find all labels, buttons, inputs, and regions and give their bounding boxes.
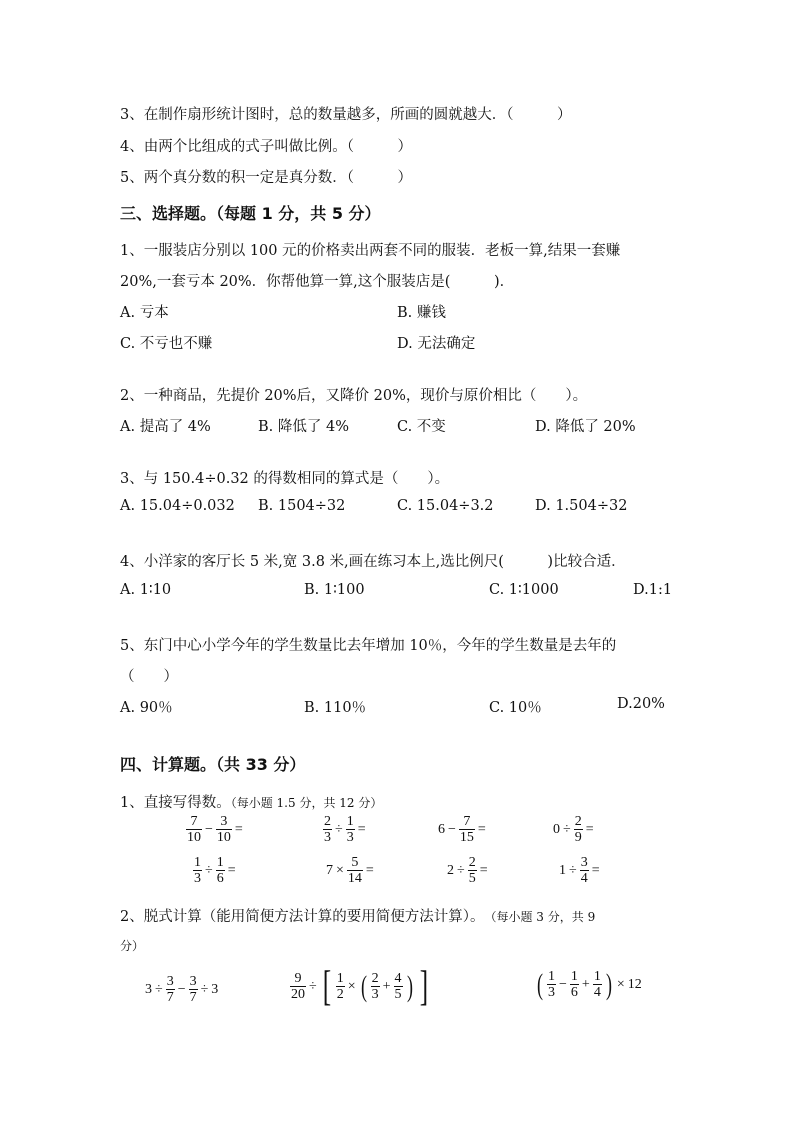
fraction: $\frac{2}{5}$ bbox=[468, 855, 476, 886]
choice-q2-d: D. 降低了 20% bbox=[535, 419, 636, 435]
expr-1: $\frac{7}{10}$ − $\frac{3}{10}$ = bbox=[187, 814, 243, 845]
fraction: $\frac{3}{10}$ bbox=[216, 814, 231, 845]
left-paren: ( bbox=[537, 968, 543, 1001]
left-bracket: [ bbox=[322, 964, 331, 1010]
choice-q3-d: D. 1.504÷32 bbox=[535, 498, 628, 514]
choice-q5-d: D.20% bbox=[617, 696, 665, 712]
fraction: $\frac{1}{6}$ bbox=[216, 855, 224, 886]
expr-6: 7 × $\frac{5}{14}$ = bbox=[326, 855, 374, 886]
calc-p1-label-text: 1、直接写得数。 bbox=[120, 795, 231, 811]
fraction: $\frac{7}{15}$ bbox=[459, 814, 474, 845]
calc-heading: 四、计算题。（共 33 分） bbox=[120, 755, 306, 774]
fraction: $\frac{3}{7}$ bbox=[166, 974, 174, 1005]
fraction: $\frac{1}{4}$ bbox=[593, 969, 601, 1000]
fraction: $\frac{1}{3}$ bbox=[194, 855, 201, 886]
judge-q3: 3、在制作扇形统计图时，总的数量越多，所画的圆就越大．（ ） bbox=[120, 107, 572, 123]
expr-11: ( $\frac{1}{3}$ − $\frac{1}{6}$ + $\frac{1}{4}$ ) × 12 bbox=[537, 968, 642, 1001]
choice-q2: 2、一种商品，先提价 20%后，又降价 20%，现价与原价相比（ ）。 bbox=[120, 388, 588, 404]
expr-4: 0 ÷ $\frac{2}{9}$ = bbox=[553, 814, 594, 845]
choice-q5-b: B. 110％ bbox=[304, 700, 367, 716]
choice-q1-line2: 20%,一套亏本 20%．你帮他算一算,这个服装店是( )． bbox=[120, 274, 515, 290]
left-paren: ( bbox=[360, 970, 367, 1003]
expr-3: 6 − $\frac{7}{15}$ = bbox=[438, 814, 486, 845]
judge-q5: 5、两个真分数的积一定是真分数．（ ） bbox=[120, 170, 412, 186]
choice-q5-line1: 5、东门中心小学今年的学生数量比去年增加 10％，今年的学生数量是去年的 bbox=[120, 638, 617, 654]
calc-p2-note: （每小题 3 分，共 9 bbox=[490, 910, 596, 924]
choice-q1-a: A. 亏本 bbox=[120, 305, 169, 321]
choice-q1-b: B. 赚钱 bbox=[397, 305, 446, 321]
fraction: $\frac{1}{3}$ bbox=[346, 814, 354, 845]
choice-q2-b: B. 降低了 4% bbox=[258, 419, 349, 435]
choice-q5-c: C. 10％ bbox=[489, 700, 542, 716]
choice-q5-a: A. 90％ bbox=[120, 700, 173, 716]
calc-p2-label-text: 2、脱式计算（能用简便方法计算的要用简便方法计算）。 bbox=[120, 909, 485, 925]
fraction: $\frac{2}{3}$ bbox=[371, 971, 379, 1002]
expr-5: $\frac{1}{3}$ ÷ $\frac{1}{6}$ = bbox=[194, 855, 236, 886]
fraction: $\frac{3}{7}$ bbox=[189, 974, 197, 1005]
expr-10: $\frac{9}{20}$ ÷ [ $\frac{1}{2}$ × ( $\frac{2}{3}$ + $\frac{4}{5}$ ) ] bbox=[291, 964, 428, 1010]
right-paren: ) bbox=[406, 970, 413, 1003]
expr-8: 1 ÷ $\frac{3}{4}$ = bbox=[559, 855, 600, 886]
right-bracket: ] bbox=[419, 964, 428, 1010]
calc-p2-note2: 分） bbox=[120, 939, 145, 953]
fraction: $\frac{1}{6}$ bbox=[570, 969, 578, 1000]
choice-q4-b: B. 1∶100 bbox=[304, 582, 365, 598]
fraction: $\frac{3}{4}$ bbox=[580, 855, 588, 886]
fraction: $\frac{1}{3}$ bbox=[548, 969, 555, 1000]
choice-q4: 4、小洋家的客厅长 5 米,宽 3.8 米,画在练习本上,选比例尺( )比较合适． bbox=[120, 554, 626, 570]
choice-heading: 三、选择题。（每题 1 分，共 5 分） bbox=[120, 204, 381, 223]
fraction: $\frac{9}{20}$ bbox=[291, 971, 305, 1002]
choice-q3-c: C. 15.04÷3.2 bbox=[397, 498, 494, 514]
choice-q2-c: C. 不变 bbox=[397, 419, 446, 435]
choice-q3-a: A. 15.04÷0.032 bbox=[120, 498, 235, 514]
calc-p2-label bbox=[120, 905, 595, 926]
choice-q4-c: C. 1∶1000 bbox=[489, 582, 559, 598]
choice-q5-line2: （ ） bbox=[120, 669, 178, 685]
fraction: $\frac{7}{10}$ bbox=[187, 814, 201, 845]
choice-q4-a: A. 1∶10 bbox=[120, 582, 172, 598]
choice-q4-d: D.1:1 bbox=[633, 582, 673, 598]
fraction: $\frac{1}{2}$ bbox=[336, 971, 344, 1002]
choice-q3: 3、与 150.4÷0.32 的得数相同的算式是（ ）。 bbox=[120, 471, 450, 487]
fraction: $\frac{2}{3}$ bbox=[324, 814, 331, 845]
choice-q1-d: D. 无法确定 bbox=[397, 336, 476, 352]
judge-q4: 4、由两个比组成的式子叫做比例。（ ） bbox=[120, 139, 412, 155]
choice-q1-c: C. 不亏也不赚 bbox=[120, 336, 213, 352]
expr-7: 2 ÷ $\frac{2}{5}$ = bbox=[447, 855, 488, 886]
choice-q1-line1: 1、一服装店分别以 100 元的价格卖出两套不同的服装．老板一算,结果一套赚 bbox=[120, 243, 621, 259]
fraction: $\frac{5}{14}$ bbox=[347, 855, 362, 886]
fraction: $\frac{2}{9}$ bbox=[574, 814, 582, 845]
expr-2: $\frac{2}{3}$ ÷ $\frac{1}{3}$ = bbox=[324, 814, 366, 845]
choice-q2-a: A. 提高了 4% bbox=[120, 419, 211, 435]
choice-q3-b: B. 1504÷32 bbox=[258, 498, 346, 514]
calc-p1-label bbox=[120, 791, 382, 812]
fraction: $\frac{4}{5}$ bbox=[394, 971, 402, 1002]
expr-9: 3 ÷ $\frac{3}{7}$ − $\frac{3}{7}$ ÷ 3 bbox=[145, 974, 219, 1005]
calc-p1-note: （每小题 1.5 分，共 12 分） bbox=[230, 796, 383, 810]
right-paren: ) bbox=[605, 968, 612, 1001]
